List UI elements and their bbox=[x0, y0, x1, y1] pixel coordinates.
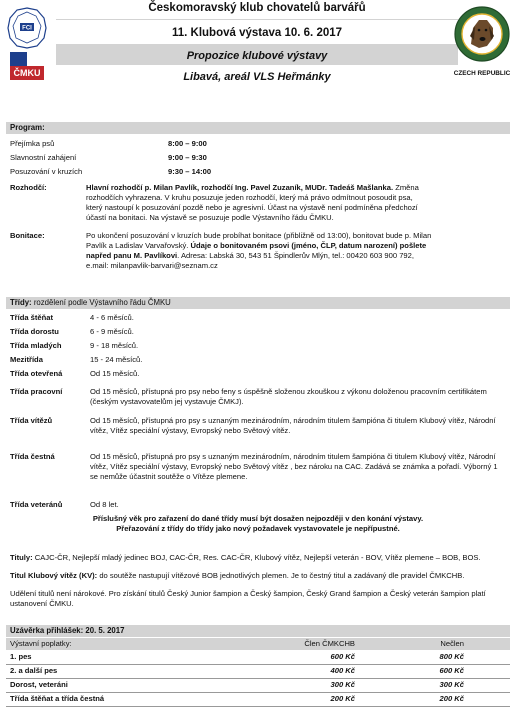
club-name: Českomoravský klub chovatelů barvářů bbox=[148, 2, 366, 14]
venue: Libavá, areál VLS Heřmánky bbox=[183, 71, 331, 83]
bonitace-block bbox=[10, 231, 506, 271]
class-name: Třída otevřená bbox=[10, 369, 63, 379]
fees-section bbox=[6, 625, 510, 707]
svg-text:ČMKU: ČMKU bbox=[13, 68, 41, 78]
fees-col-nonmember: Nečlen bbox=[440, 639, 464, 649]
deadline: Uzávěrka přihlášek: 20. 5. 2017 bbox=[6, 625, 510, 637]
class-row bbox=[10, 500, 506, 514]
class-desc: Od 15 měsíců, přístupná pro psy s uznaným mezinárodním, národním titulem šampióna či titulem Klubový vítěz, Národní vítěz, Vítěz speciální výstavy, Evropský nebo Světový vítěz. bbox=[90, 416, 496, 436]
class-row bbox=[10, 313, 506, 327]
class-name: Třída veteránů bbox=[10, 500, 63, 510]
judges-block bbox=[10, 183, 506, 223]
class-name: Třída pracovní bbox=[10, 387, 63, 397]
svg-text:FCI: FCI bbox=[22, 25, 32, 32]
program-time: 9:30 – 14:00 bbox=[168, 167, 212, 177]
fees-row bbox=[6, 692, 510, 706]
class-name: Třída štěňat bbox=[10, 313, 54, 323]
fee-nonmember: 300 Kč bbox=[439, 680, 464, 690]
fee-member: 300 Kč bbox=[330, 680, 355, 690]
class-row bbox=[10, 327, 506, 341]
fees-col-member: Člen ČMKCHB bbox=[304, 639, 355, 649]
class-desc: 15 - 24 měsíců. bbox=[90, 355, 143, 365]
class-desc: Od 8 let. bbox=[90, 500, 119, 510]
fee-nonmember: 600 Kč bbox=[439, 666, 464, 676]
program-time: 9:00 – 9:30 bbox=[168, 153, 207, 163]
titles-line: Tituly: CAJC-ČR, Nejlepší mladý jedinec BOJ, CAC-ČR, Res. CAC-ČR, Klubový vítěz, Nejlepší veterán - BOV, Vítěz plemene – BOB, BOS. bbox=[10, 553, 481, 562]
club-dog-logo bbox=[453, 4, 511, 78]
subtitle: Propozice klubové výstavy bbox=[186, 50, 328, 62]
champion-note: Udělení titulů není nárokové. Pro získání titulů Český Junior šampion a Český šampion, Český Grand šampion a Český veterán šampion platí ustanovení ČMKU. bbox=[10, 589, 486, 609]
svg-text:CZECH REPUBLIC: CZECH REPUBLIC bbox=[453, 70, 511, 77]
class-name: Třída dorostu bbox=[10, 327, 59, 337]
class-row bbox=[10, 341, 506, 355]
bonitace-address: . Adresa: Labská 30, 543 51 Špindlerův Mlýn, tel.: 00420 603 900 792, e.mail: milanpavlik-barvari@seznam.cz bbox=[86, 251, 414, 271]
club-winner-line: Titul Klubový vítěz (KV): do soutěže nastupují vítězové BOB jednotlivých plemen. Je to čestný titul a zadávaný dle pravidel ČMKCHB. bbox=[10, 571, 465, 581]
judges-label: Rozhodčí: bbox=[10, 183, 47, 193]
class-desc: 9 - 18 měsíců. bbox=[90, 341, 139, 351]
class-name: Třída mladých bbox=[10, 341, 62, 351]
cmku-logo bbox=[6, 6, 48, 84]
judges-names: Hlavní rozhodčí p. Milan Pavlík, rozhodčí Ing. Pavel Zuzaník, MUDr. Tadeáš Mašlanka. bbox=[86, 183, 394, 193]
class-row bbox=[10, 355, 506, 369]
show-title: 11. Klubová výstava 10. 6. 2017 bbox=[171, 27, 343, 39]
fees-row bbox=[6, 664, 510, 678]
class-row bbox=[10, 452, 506, 498]
fee-member: 400 Kč bbox=[330, 666, 355, 676]
fee-nonmember: 200 Kč bbox=[439, 694, 464, 704]
class-desc: 6 - 9 měsíců. bbox=[90, 327, 134, 337]
class-desc: Od 15 měsíců. bbox=[90, 369, 140, 379]
class-desc: 4 - 6 měsíců. bbox=[90, 313, 134, 323]
class-row bbox=[10, 387, 506, 414]
titles-section bbox=[6, 553, 510, 609]
program-item bbox=[10, 167, 506, 181]
fees-col-label: Výstavní poplatky: bbox=[10, 639, 72, 649]
bonitace-text: Po ukončení posuzování v kruzích bude probíhat bonitace (přibližně od 13:00), bonitovat bude p. Milan Pavlík a Ladislav Varvařovský. bbox=[86, 231, 432, 251]
classes-section bbox=[6, 297, 510, 534]
bonitace-bold: Údaje o bonitovaném psovi (jméno, ČLP, datum narození) pošlete napřed panu M. Pavlíkovi bbox=[86, 241, 427, 261]
class-name: Třída čestná bbox=[10, 452, 55, 462]
class-desc: Od 15 měsíců, přístupná pro psy s uznaným mezinárodním, národním titulem šampióna či titulem Klubový vítěz, Národní vítěz, Vítěz speciální výstavy, Evropský nebo Světový vítěz , bez nároku na CAC. Zadává se známka a pořadí. Výborný 1 se nemůže účastnit soutěže o Vítěze plemene. bbox=[90, 452, 498, 482]
program-label: Posuzování v kruzích bbox=[10, 167, 83, 177]
fee-label: Třída štěňat a třída čestná bbox=[10, 694, 105, 704]
program-item bbox=[10, 153, 506, 167]
class-row bbox=[10, 369, 506, 385]
class-age-note: Příslušný věk pro zařazení do dané třídy musí být dosažen nejpozději v den konání výstavy. bbox=[92, 514, 424, 524]
fees-table bbox=[6, 638, 510, 707]
program-label: Slavnostní zahájení bbox=[10, 153, 77, 163]
fee-label: Dorost, veteráni bbox=[10, 680, 68, 690]
class-desc: Od 15 měsíců, přístupná pro psy nebo feny s úspěšně složenou zkouškou z výkonu doloženou pracovním certifikátem (českým vystavovatelům jej vystavuje ČMKJ). bbox=[90, 387, 487, 407]
classes-title: Třídy: rozdělení podle Výstavního řádu ČMKU bbox=[6, 297, 510, 309]
fees-row bbox=[6, 650, 510, 664]
fees-header-row bbox=[6, 638, 510, 650]
program-item bbox=[10, 139, 506, 153]
fee-member: 600 Kč bbox=[330, 652, 355, 662]
header bbox=[0, 0, 516, 88]
fee-member: 200 Kč bbox=[330, 694, 355, 704]
program-time: 8:00 – 9:00 bbox=[168, 139, 207, 149]
class-row bbox=[10, 416, 506, 452]
class-transfer-note: Přeřazování z třídy do třídy jako nový požadavek vystavovatele je nepřípustné. bbox=[116, 524, 400, 534]
fee-label: 2. a další pes bbox=[10, 666, 58, 676]
class-name: Mezitřída bbox=[10, 355, 43, 365]
program-label: Přejímka psů bbox=[10, 139, 55, 149]
fee-label: 1. pes bbox=[10, 652, 32, 662]
class-name: Třída vítězů bbox=[10, 416, 53, 426]
fee-nonmember: 800 Kč bbox=[439, 652, 464, 662]
program-section bbox=[6, 122, 510, 271]
program-title: Program: bbox=[6, 122, 510, 134]
fees-row bbox=[6, 678, 510, 692]
bonitace-label: Bonitace: bbox=[10, 231, 45, 241]
judges-text: Změna rozhodčích vyhrazena. V kruhu posuzuje jeden rozhodčí, který má právo odmítnout posoudit psa, který nastoupí k posuzování pozdě nebo je agresivní. Účast na výstavě není podmíněna předchozí účastí na bonitaci. Na výstavě se posuzuje podle Výstavního řádu ČMKU. bbox=[86, 183, 419, 223]
